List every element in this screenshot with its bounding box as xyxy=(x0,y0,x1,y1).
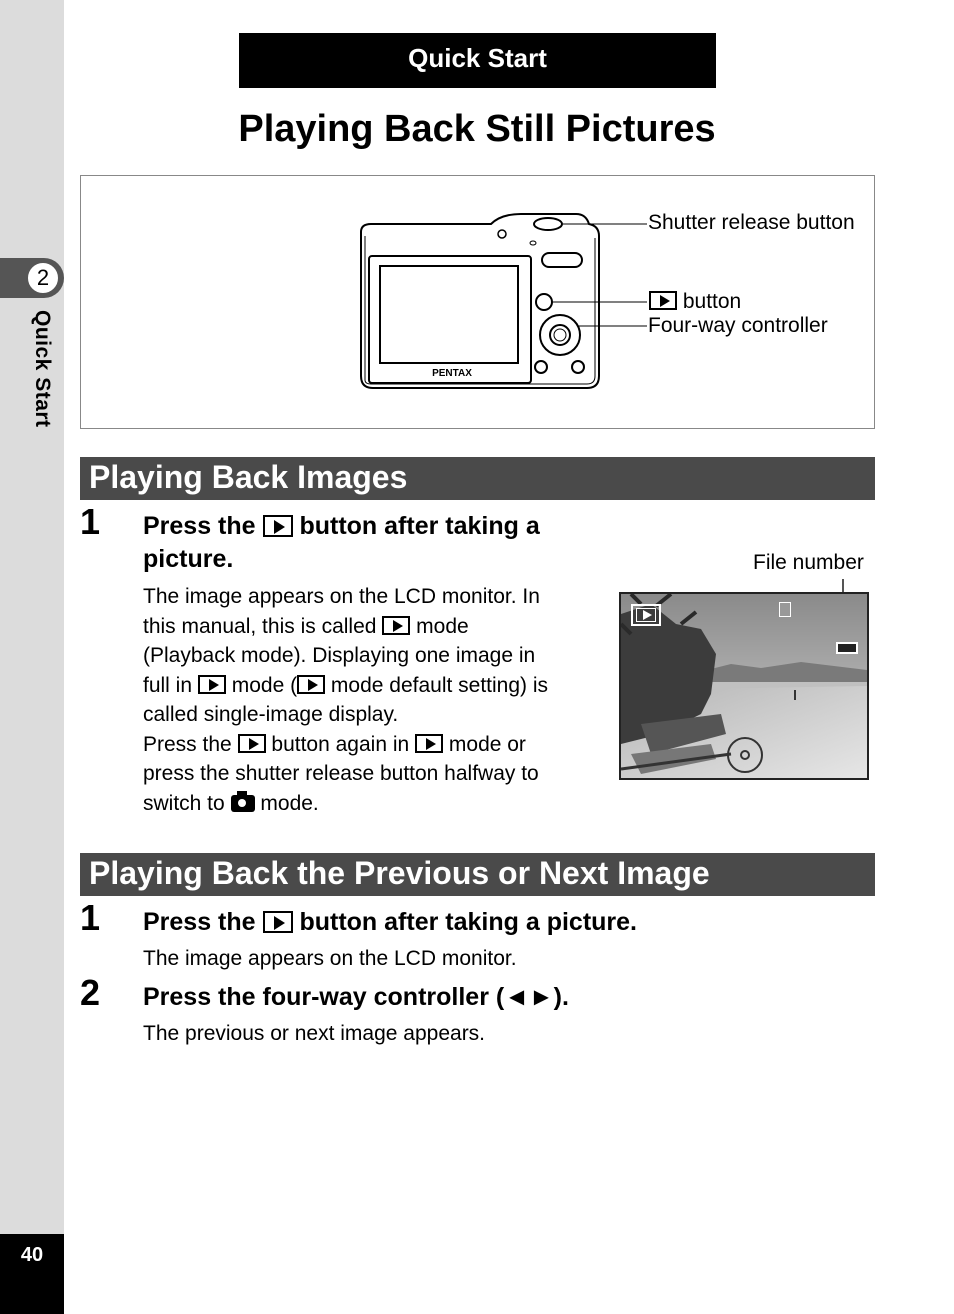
camera-icon xyxy=(231,795,255,812)
play-icon xyxy=(238,734,266,753)
step-body: The previous or next image appears. xyxy=(143,1022,486,1045)
play-icon xyxy=(263,911,293,933)
step-body: The image appears on the LCD monitor. xyxy=(143,947,517,970)
lcd-preview xyxy=(619,592,869,780)
play-icon xyxy=(263,515,293,537)
four-way-icon xyxy=(727,737,763,773)
file-number-label: File number xyxy=(753,551,864,574)
play-icon xyxy=(649,291,677,310)
shutter-release-label: Shutter release button xyxy=(648,211,855,234)
step-title: Press the four-way controller (◄►). xyxy=(143,983,569,1011)
play-icon xyxy=(382,616,410,635)
side-bar xyxy=(0,0,64,1314)
chapter-number: 2 xyxy=(26,261,60,295)
step-title: Press the button after taking a picture. xyxy=(143,512,540,573)
section-heading-playing-back-images: Playing Back Images xyxy=(80,457,875,500)
page-number: 40 xyxy=(20,1244,44,1266)
play-icon xyxy=(297,675,325,694)
play-icon xyxy=(198,675,226,694)
step-number: 1 xyxy=(80,897,101,938)
battery-icon xyxy=(836,642,858,654)
step-number: 2 xyxy=(80,972,101,1013)
chapter-label: Quick Start xyxy=(31,310,54,428)
play-button-label: button xyxy=(649,290,741,314)
pentax-logo: PENTAX xyxy=(432,368,472,379)
camera-diagram xyxy=(80,175,875,429)
page-title: Playing Back Still Pictures xyxy=(238,108,716,150)
four-way-controller-label: Four-way controller xyxy=(648,314,828,337)
protect-icon xyxy=(779,602,791,617)
play-icon xyxy=(415,734,443,753)
step-number: 1 xyxy=(80,501,101,542)
playback-mode-icon xyxy=(631,604,661,626)
section-heading-previous-next-image: Playing Back the Previous or Next Image xyxy=(80,853,875,896)
step-body: The image appears on the LCD monitor. In this manual, this is called mode (Playback mode). Displaying one image in full in mode ( mode default setting) is called single-image display. Press the button again in mode or press the shutter release button halfway to switch to mode. xyxy=(143,585,549,815)
step-title: Press the button after taking a picture. xyxy=(143,908,637,936)
quick-start-banner: Quick Start xyxy=(239,33,716,88)
